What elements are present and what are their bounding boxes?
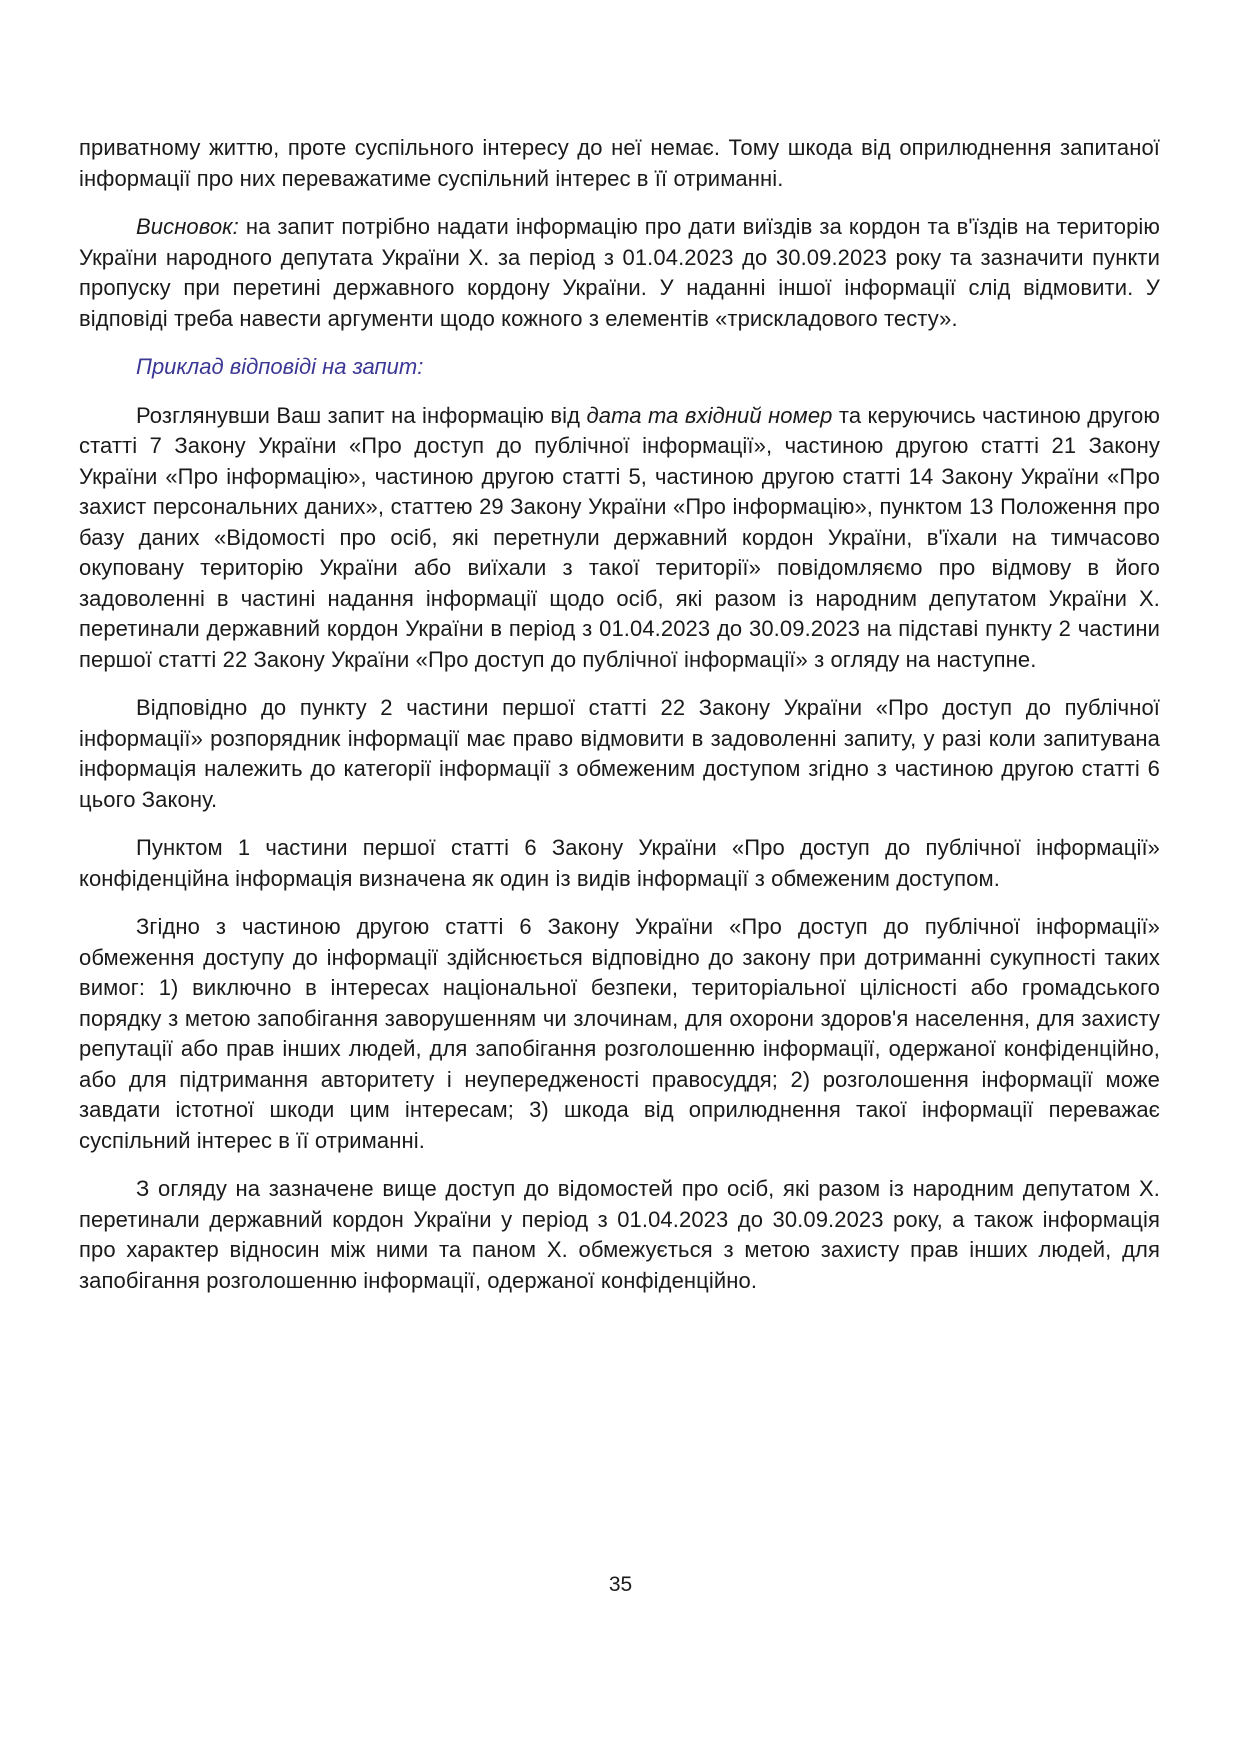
example-paragraph-article-6-part-2: Згідно з частиною другою статті 6 Закону України «Про доступ до публічної інформації» обмеження доступу до інформації здійснюється відповідно до закону при дотриманні сукупності таких вимог: 1) виключно в інтересах національної безпеки, територіальної цілісності або громадського порядку з метою запобігання заворушенням чи злочинам, для охорони здоров'я населення, для захисту репутації або прав інших людей, для запобігання розголошенню інформації, одержаної конфіденційно, або для підтримання авторитету і неупередженості правосуддя; 2) розголошення інформації може завдати істотної шкоди цим інтересам; 3) шкода від оприлюднення такої інформації переважає суспільний інтерес в її отриманні. xyxy=(79,914,1160,1153)
example-paragraph-conclusion: З огляду на зазначене вище доступ до відомостей про осіб, які разом із народним депутатом Х. перетинали державний кордон України у період з 01.04.2023 до 30.09.2023 року, а також інформація про характер відносин між ними та паном Х. обмежується з метою захисту прав інших людей, для запобігання розголошенню інформації, одержаної конфіденційно. xyxy=(79,1176,1160,1293)
paragraph-conclusion xyxy=(79,212,1160,334)
example-paragraph-text-after: та керуючись частиною другою статті 7 Закону України «Про доступ до публічної інформації», частиною другою статті 21 Закону України «Про інформацію», частиною другою статті 5, частиною другою статті 14 Закону України «Про захист персональних даних», статтею 29 Закону України «Про інформацію», пунктом 13 Положення про базу даних «Відомості про осіб, які перетнули державний кордон України, в'їхали на тимчасово окуповану територію України або виїхали з такої території» повідомляємо про відмову в його задоволенні в частині надання інформації щодо осіб, які разом із народним депутатом України Х. перетинали державний кордон України в період з 01.04.2023 до 30.09.2023 на підставі пункту 2 частини першої статті 22 Закону України «Про доступ до публічної інформації» з огляду на наступне. xyxy=(79,402,1160,672)
conclusion-text: на запит потрібно надати інформацію про дати виїздів за кордон та в'їздів на територію України народного депутата України Х. за період з 01.04.2023 до 30.09.2023 року та зазначити пункти пропуску при перетині державного кордону України. У наданні іншої інформації слід відмовити. У відповіді треба навести аргументи щодо кожного з елементів «трискладового тесту». xyxy=(79,214,1160,331)
example-paragraph-article-22: Відповідно до пункту 2 частини першої статті 22 Закону України «Про доступ до публічної інформації» розпорядник інформації має право відмовити в задоволенні запиту, у разі коли запитувана інформація належить до категорії інформації з обмеженим доступом згідно з частиною другою статті 6 цього Закону. xyxy=(79,695,1160,812)
conclusion-label: Висновок: xyxy=(136,214,239,239)
example-response-heading: Приклад відповіді на запит: xyxy=(136,354,424,379)
document-page xyxy=(79,133,1160,1314)
example-paragraph-article-6-part-1: Пунктом 1 частини першої статті 6 Закону України «Про доступ до публічної інформації» конфіденційна інформація визначена як один із видів інформації з обмеженим доступом. xyxy=(79,835,1160,891)
placeholder-date-and-number: дата та вхідний номер xyxy=(586,402,833,428)
paragraph-continuation: приватному життю, проте суспільного інтересу до неї немає. Тому шкода від оприлюднення запитаної інформації про них переважатиме суспільний інтерес в її отриманні. xyxy=(79,135,1160,191)
page-number: 35 xyxy=(608,1573,633,1596)
example-paragraph-text-before: Розглянувши Ваш запит на інформацію від xyxy=(136,402,587,428)
example-paragraph-request-review xyxy=(79,401,1160,676)
